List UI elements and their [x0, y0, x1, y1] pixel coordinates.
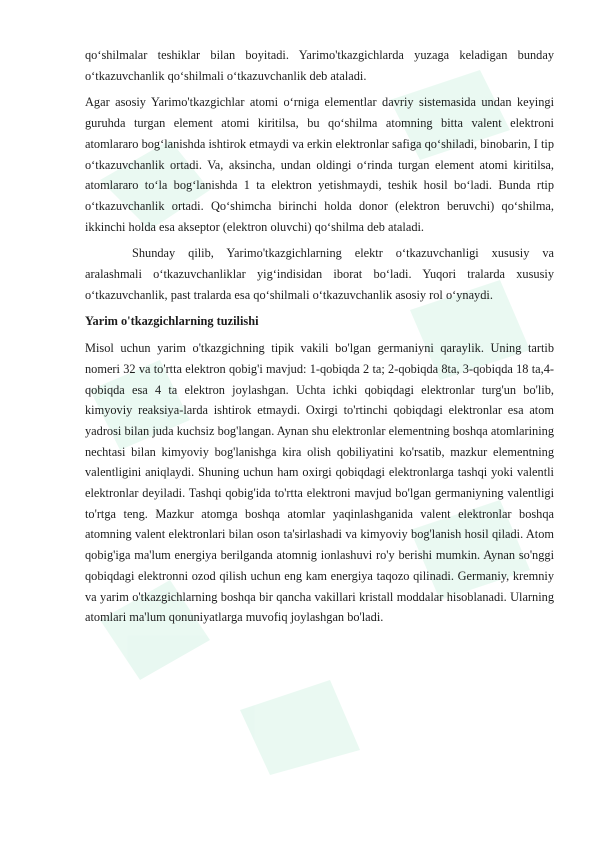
- document-page: [85, 45, 554, 634]
- section-heading: Yarim o'tkazgichlarning tuzilishi: [85, 314, 259, 329]
- paragraph-2: Agar asosiy Yarimo'tkazgichlar atomi o‘rniga elementlar davriy sistemasida undan keyingi guruhda turgan element atomi kiritilsa, bu qo‘shilma atomning bitta valent elektroni atomlararo bog‘lanishda ishtirok etmaydi va erkin elektronlar safiga qo‘shiladi, binobarin, I tip o‘tkazuvchanlik ortadi. Va, aksincha, undan oldingi o‘rinda turgan element atomi kiritilsa, atomlararo to‘la bog‘lanishda 1 ta elektron yetishmaydi, teshik hosil bo‘ladi. Bunda rtip o‘tkazuvchanlik ortadi. Qo‘shimcha birinchi holda donor (elektron beruvchi) qo‘shilma, ikkinchi holda esa akseptor (elektron oluvchi) qo‘shilma deb ataladi.: [85, 95, 554, 234]
- paragraph-3: Shunday qilib, Yarimo'tkazgichlarning elektr o‘tkazuvchanligi xususiy va aralashmali o‘tkazuvchanliklar yig‘indisidan iborat bo‘ladi. Yuqori tralarda xususiy o‘tkazuvchanlik, past tralarda esa qo‘shilmali o‘tkazuvchanlik asosiy rol o‘ynaydi.: [85, 246, 554, 302]
- paragraph-1: qo‘shilmalar teshiklar bilan boyitadi. Yarimo'tkazgichlarda yuzaga keladigan bunday o‘tkazuvchanlik qo‘shilmali o‘tkazuvchanlik deb ataladi.: [85, 48, 554, 83]
- paragraph-main: Misol uchun yarim o'tkazgichning tipik vakili bo'lgan germaniyni qaraylik. Uning tartib nomeri 32 va to'rtta elektron qobig'i mavjud: 1-qobiqda 2 ta; 2-qobiqda 8ta, 3-qobiqda 18 ta,4- qobiqda esa 4 ta elektron joylashgan. Uchta ichki qobiqdagi elektronlar turg'un bo'lib, kimyoviy reaksiya-larda ishtirok etmaydi. Oxirgi to'rtinchi qobiqdagi elektronlar esa atom yadrosi bilan juda kuchsiz bog'langan. Aynan shu elektronlar elementning boshqa atomlarining nechtasi bilan kimyoviy bog'lanishga kira olish qobiliyatini ko'rsatib, mazkur elementning valentligini aniqlaydi. Shuning uchun ham oxirgi qobiqdagi elektronlarga tashqi yoki valentli elektronlar deyiladi. Tashqi qobig'ida to'rtta elektroni mavjud bo'lgan germaniyning valentligi to'rtga teng. Mazkur atomga boshqa atomlar yaqinlashganida valent elektronlar boshqa atomning valent elektronlari bilan oson ta'sirlashadi va kimyoviy bog'lanish hosil qiladi. Atom qobig'iga ma'lum energiya berilganda atomnig ionlashuvi ro'y berishi mumkin. Aynan so'nggi qobiqdagi elektronni ozod qilish uchun eng kam energiya taqozo qilinadi. Germaniy, kremniy va yarim o'tkazgichlarning boshqa bir qancha vakillari kristall moddalar hisoblanadi. Ularning atomlari ma'lum qonuniyatlarga muvofiq joylashgan bo'ladi.: [85, 341, 554, 625]
